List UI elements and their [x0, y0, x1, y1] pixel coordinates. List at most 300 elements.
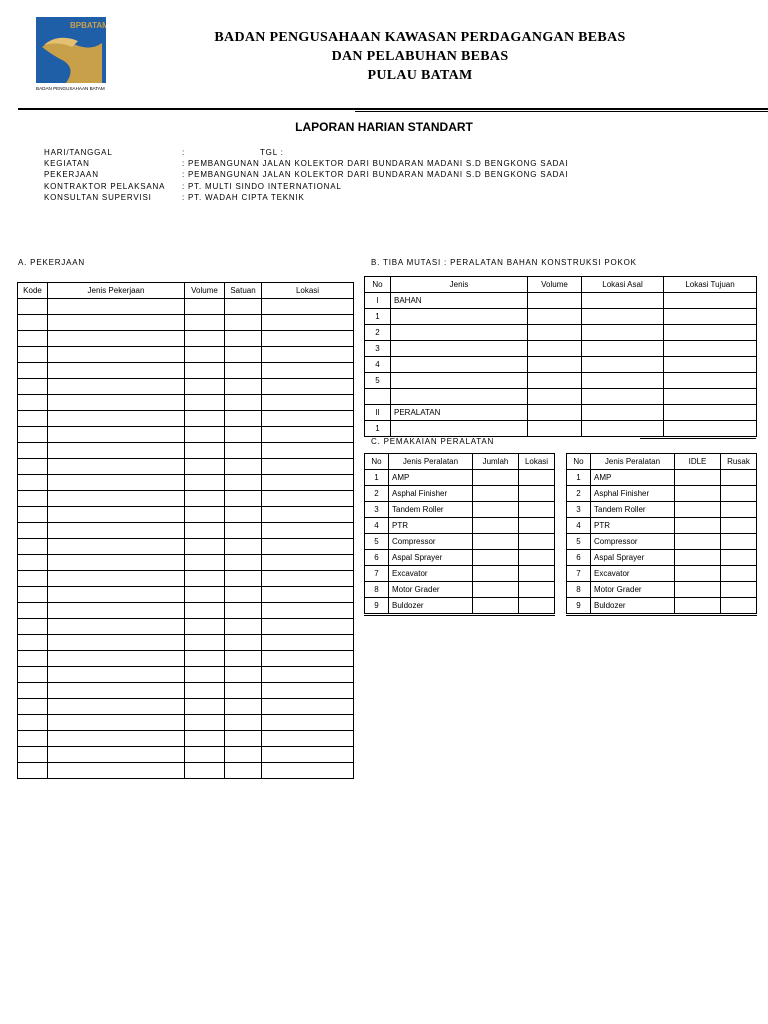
pemakaian-row [567, 582, 757, 598]
pemakaian-row [567, 534, 757, 550]
pemakaian-left-header-row [365, 454, 555, 470]
logo-brand: BPBATAM [70, 21, 106, 30]
mutasi-cell [582, 341, 664, 357]
pekerjaan-cell [225, 747, 262, 763]
pekerjaan-cell [262, 683, 354, 699]
pekerjaan-row [18, 331, 354, 347]
mutasi-row [365, 373, 757, 389]
section-a-title: A. PEKERJAAN [18, 258, 85, 267]
pekerjaan-row [18, 539, 354, 555]
mutasi-cell [528, 325, 582, 341]
pekerjaan-row [18, 571, 354, 587]
pekerjaan-cell [225, 587, 262, 603]
pekerjaan-cell [225, 475, 262, 491]
equipment-name: PTR [389, 518, 473, 534]
col-no: No [365, 454, 389, 470]
report-info [44, 147, 568, 203]
pekerjaan-cell [185, 683, 225, 699]
mutasi-no: 1 [365, 309, 391, 325]
equipment-no: 1 [365, 470, 389, 486]
pekerjaan-cell [262, 427, 354, 443]
mutasi-cell [664, 389, 757, 405]
pemakaian-row [365, 566, 555, 582]
pekerjaan-row [18, 427, 354, 443]
pekerjaan-row [18, 587, 354, 603]
pemakaian-right-header-row [567, 454, 757, 470]
pekerjaan-cell [262, 395, 354, 411]
pemakaian-row [567, 550, 757, 566]
equipment-name: Excavator [591, 566, 675, 582]
section-b-title: B. TIBA MUTASI : PERALATAN BAHAN KONSTRUKSI POKOK [371, 258, 637, 267]
col-volume: Volume [528, 277, 582, 293]
pemakaian-row [567, 502, 757, 518]
pekerjaan-cell [48, 747, 185, 763]
equipment-no: 1 [567, 470, 591, 486]
pekerjaan-cell [18, 347, 48, 363]
pekerjaan-cell [225, 603, 262, 619]
pekerjaan-row [18, 411, 354, 427]
equipment-no: 7 [365, 566, 389, 582]
pekerjaan-cell [18, 715, 48, 731]
pekerjaan-cell [48, 667, 185, 683]
equipment-name: Compressor [591, 534, 675, 550]
pekerjaan-cell [18, 683, 48, 699]
equipment-no: 3 [365, 502, 389, 518]
konsultan-label: KONSULTAN SUPERVISI [44, 192, 152, 202]
pekerjaan-row [18, 363, 354, 379]
pemakaian-cell [675, 582, 721, 598]
mutasi-cell [528, 357, 582, 373]
pekerjaan-cell [185, 635, 225, 651]
pekerjaan-cell [185, 539, 225, 555]
pekerjaan-cell [48, 411, 185, 427]
pemakaian-cell [721, 582, 757, 598]
mutasi-cell [528, 421, 582, 437]
equipment-no: 4 [567, 518, 591, 534]
pemakaian-cell [721, 598, 757, 615]
equipment-name: AMP [389, 470, 473, 486]
pekerjaan-row [18, 635, 354, 651]
mutasi-jenis: BAHAN [391, 293, 528, 309]
pekerjaan-cell [185, 315, 225, 331]
mutasi-jenis [391, 325, 528, 341]
pekerjaan-cell [18, 523, 48, 539]
pekerjaan-cell [18, 539, 48, 555]
equipment-no: 6 [567, 550, 591, 566]
kegiatan-label: KEGIATAN [44, 159, 90, 169]
pekerjaan-cell [185, 491, 225, 507]
mutasi-no: 2 [365, 325, 391, 341]
pekerjaan-cell [262, 603, 354, 619]
pekerjaan-cell [262, 635, 354, 651]
mutasi-row [365, 325, 757, 341]
pekerjaan-cell [18, 299, 48, 315]
pekerjaan-cell [185, 379, 225, 395]
pekerjaan-cell [48, 427, 185, 443]
pekerjaan-row [18, 731, 354, 747]
pekerjaan-cell [48, 683, 185, 699]
pemakaian-cell [675, 550, 721, 566]
equipment-name: PTR [591, 518, 675, 534]
pekerjaan-cell [225, 619, 262, 635]
equipment-no: 7 [567, 566, 591, 582]
col-jenis-peralatan: Jenis Peralatan [591, 454, 675, 470]
header-divider [18, 108, 768, 110]
pekerjaan-cell [262, 731, 354, 747]
mutasi-table [364, 276, 757, 437]
pekerjaan-cell [225, 539, 262, 555]
mutasi-no [365, 389, 391, 405]
equipment-name: Aspal Sprayer [591, 550, 675, 566]
pekerjaan-cell [185, 587, 225, 603]
pekerjaan-cell [225, 459, 262, 475]
header-divider-thin [355, 111, 768, 112]
pemakaian-cell [675, 534, 721, 550]
organization-header [150, 28, 690, 85]
pekerjaan-cell [18, 763, 48, 779]
pekerjaan-cell [185, 763, 225, 779]
pekerjaan-cell [48, 539, 185, 555]
pekerjaan-cell [262, 619, 354, 635]
mutasi-cell [528, 293, 582, 309]
pekerjaan-cell [225, 683, 262, 699]
pemakaian-cell [473, 518, 519, 534]
pemakaian-row [365, 582, 555, 598]
pemakaian-row [365, 486, 555, 502]
pekerjaan-cell [262, 459, 354, 475]
col-kode: Kode [18, 283, 48, 299]
pekerjaan-label: PEKERJAAN [44, 170, 99, 180]
pekerjaan-cell [185, 363, 225, 379]
pekerjaan-cell [18, 571, 48, 587]
pekerjaan-cell [48, 491, 185, 507]
pemakaian-row [567, 486, 757, 502]
pemakaian-cell [519, 518, 555, 534]
mutasi-jenis [391, 421, 528, 437]
equipment-no: 8 [365, 582, 389, 598]
pekerjaan-cell [185, 667, 225, 683]
pekerjaan-cell [48, 699, 185, 715]
pekerjaan-cell [225, 731, 262, 747]
pekerjaan-row [18, 491, 354, 507]
pekerjaan-cell [18, 411, 48, 427]
pekerjaan-cell [18, 667, 48, 683]
col-lokasi-tujuan: Lokasi Tujuan [664, 277, 757, 293]
pekerjaan-cell [48, 379, 185, 395]
equipment-name: Asphal Finisher [591, 486, 675, 502]
pemakaian-cell [675, 502, 721, 518]
equipment-no: 2 [567, 486, 591, 502]
equipment-name: Motor Grader [591, 582, 675, 598]
pekerjaan-cell [225, 379, 262, 395]
pekerjaan-cell [48, 331, 185, 347]
pekerjaan-cell [225, 331, 262, 347]
equipment-name: Aspal Sprayer [389, 550, 473, 566]
pekerjaan-cell [262, 331, 354, 347]
mutasi-jenis [391, 309, 528, 325]
pekerjaan-cell [48, 635, 185, 651]
pekerjaan-cell [262, 363, 354, 379]
mutasi-cell [664, 405, 757, 421]
pemakaian-table-right [566, 453, 757, 616]
pekerjaan-row [18, 699, 354, 715]
pekerjaan-cell [262, 299, 354, 315]
mutasi-no: 4 [365, 357, 391, 373]
pekerjaan-row [18, 443, 354, 459]
pekerjaan-cell [48, 523, 185, 539]
pekerjaan-cell [225, 667, 262, 683]
mutasi-row [365, 357, 757, 373]
mutasi-cell [582, 357, 664, 373]
pemakaian-cell [519, 598, 555, 615]
pekerjaan-cell [48, 571, 185, 587]
pekerjaan-cell [48, 603, 185, 619]
pemakaian-row [365, 598, 555, 615]
pekerjaan-row [18, 395, 354, 411]
pekerjaan-cell [185, 347, 225, 363]
mutasi-cell [664, 341, 757, 357]
pekerjaan-row [18, 459, 354, 475]
pekerjaan-row [18, 715, 354, 731]
col-idle: IDLE [675, 454, 721, 470]
pekerjaan-cell [262, 651, 354, 667]
pekerjaan-cell [18, 635, 48, 651]
pekerjaan-cell [48, 763, 185, 779]
pekerjaan-row [18, 379, 354, 395]
mutasi-no: 1 [365, 421, 391, 437]
col-lokasi-asal: Lokasi Asal [582, 277, 664, 293]
pemakaian-cell [473, 502, 519, 518]
pekerjaan-cell [185, 395, 225, 411]
pemakaian-row [365, 534, 555, 550]
equipment-no: 2 [365, 486, 389, 502]
pekerjaan-cell [185, 731, 225, 747]
mutasi-cell [582, 373, 664, 389]
pekerjaan-row [18, 507, 354, 523]
equipment-no: 3 [567, 502, 591, 518]
equipment-name: Motor Grader [389, 582, 473, 598]
pemakaian-cell [473, 582, 519, 598]
pekerjaan-cell [18, 747, 48, 763]
equipment-name: Buldozer [389, 598, 473, 615]
pekerjaan-cell [262, 555, 354, 571]
mutasi-cell [582, 421, 664, 437]
equipment-no: 8 [567, 582, 591, 598]
pemakaian-row [567, 566, 757, 582]
mutasi-cell [528, 373, 582, 389]
pekerjaan-cell [48, 507, 185, 523]
pekerjaan-row [18, 523, 354, 539]
pekerjaan-cell [262, 507, 354, 523]
mutasi-no: 5 [365, 373, 391, 389]
pekerjaan-cell [225, 507, 262, 523]
pekerjaan-cell [185, 507, 225, 523]
pemakaian-row [365, 502, 555, 518]
mutasi-jenis [391, 341, 528, 357]
pekerjaan-row [18, 315, 354, 331]
col-no: No [365, 277, 391, 293]
pekerjaan-cell [185, 555, 225, 571]
mutasi-cell [582, 293, 664, 309]
pemakaian-cell [721, 518, 757, 534]
mutasi-jenis [391, 389, 528, 405]
pemakaian-row [365, 550, 555, 566]
pekerjaan-cell [48, 619, 185, 635]
pemakaian-cell [675, 566, 721, 582]
pekerjaan-cell [225, 363, 262, 379]
pekerjaan-cell [225, 411, 262, 427]
pemakaian-table-left [364, 453, 555, 616]
pekerjaan-cell [185, 299, 225, 315]
mutasi-row [365, 341, 757, 357]
pekerjaan-cell [18, 459, 48, 475]
col-rusak: Rusak [721, 454, 757, 470]
pekerjaan-cell [262, 571, 354, 587]
pekerjaan-cell [185, 619, 225, 635]
pekerjaan-row [18, 347, 354, 363]
pekerjaan-cell [48, 315, 185, 331]
pekerjaan-cell [185, 699, 225, 715]
pekerjaan-cell [48, 299, 185, 315]
pemakaian-row [365, 518, 555, 534]
pekerjaan-row [18, 603, 354, 619]
pekerjaan-cell [18, 587, 48, 603]
pekerjaan-cell [185, 523, 225, 539]
pekerjaan-cell [262, 315, 354, 331]
pekerjaan-cell [225, 763, 262, 779]
pekerjaan-row [18, 763, 354, 779]
mutasi-cell [582, 389, 664, 405]
pekerjaan-cell [262, 747, 354, 763]
pemakaian-row [567, 598, 757, 615]
pekerjaan-cell [185, 651, 225, 667]
pekerjaan-cell [48, 363, 185, 379]
hari-value: : [182, 148, 186, 157]
pekerjaan-cell [262, 523, 354, 539]
mutasi-row [365, 389, 757, 405]
equipment-name: Compressor [389, 534, 473, 550]
pemakaian-cell [473, 470, 519, 486]
pekerjaan-cell [225, 715, 262, 731]
mutasi-no: 3 [365, 341, 391, 357]
pekerjaan-cell [225, 395, 262, 411]
mutasi-cell [664, 325, 757, 341]
equipment-no: 9 [365, 598, 389, 615]
col-satuan: Satuan [225, 283, 262, 299]
konsultan-value: : PT. WADAH CIPTA TEKNIK [182, 192, 305, 202]
pekerjaan-cell [225, 315, 262, 331]
bp-batam-logo [36, 17, 106, 91]
pekerjaan-cell [262, 763, 354, 779]
pemakaian-cell [519, 582, 555, 598]
mutasi-cell [582, 309, 664, 325]
pemakaian-cell [675, 518, 721, 534]
pekerjaan-cell [48, 395, 185, 411]
kontraktor-value: : PT. MULTI SINDO INTERNATIONAL [182, 181, 342, 191]
mutasi-row [365, 293, 757, 309]
equipment-name: Excavator [389, 566, 473, 582]
pemakaian-row [365, 470, 555, 486]
mutasi-cell [664, 357, 757, 373]
pekerjaan-cell [262, 539, 354, 555]
pekerjaan-cell [48, 587, 185, 603]
pekerjaan-cell [225, 651, 262, 667]
pekerjaan-value: : PEMBANGUNAN JALAN KOLEKTOR DARI BUNDARAN MADANI S.D BENGKONG SADAI [182, 170, 569, 180]
pekerjaan-cell [225, 571, 262, 587]
pekerjaan-cell [18, 651, 48, 667]
pekerjaan-cell [48, 715, 185, 731]
pekerjaan-cell [185, 411, 225, 427]
pekerjaan-cell [262, 699, 354, 715]
pemakaian-cell [675, 486, 721, 502]
mutasi-row [365, 421, 757, 437]
pekerjaan-cell [185, 715, 225, 731]
pekerjaan-cell [185, 747, 225, 763]
pemakaian-cell [473, 566, 519, 582]
pekerjaan-cell [18, 475, 48, 491]
pekerjaan-cell [18, 315, 48, 331]
equipment-no: 6 [365, 550, 389, 566]
equipment-name: Tandem Roller [389, 502, 473, 518]
pekerjaan-cell [48, 347, 185, 363]
pekerjaan-cell [262, 667, 354, 683]
pemakaian-cell [519, 470, 555, 486]
pemakaian-cell [519, 550, 555, 566]
pemakaian-cell [721, 502, 757, 518]
pemakaian-cell [473, 534, 519, 550]
pemakaian-cell [473, 486, 519, 502]
mutasi-jenis: PERALATAN [391, 405, 528, 421]
pekerjaan-cell [48, 731, 185, 747]
col-lokasi: Lokasi [262, 283, 354, 299]
col-jenis-peralatan: Jenis Peralatan [389, 454, 473, 470]
pekerjaan-cell [18, 331, 48, 347]
pekerjaan-cell [225, 635, 262, 651]
pekerjaan-cell [225, 523, 262, 539]
mutasi-row [365, 309, 757, 325]
mutasi-cell [528, 389, 582, 405]
pekerjaan-cell [262, 443, 354, 459]
pekerjaan-cell [225, 427, 262, 443]
pekerjaan-cell [225, 555, 262, 571]
pekerjaan-cell [185, 459, 225, 475]
equipment-name: Buldozer [591, 598, 675, 615]
pekerjaan-header-row [18, 283, 354, 299]
pekerjaan-cell [18, 427, 48, 443]
equipment-name: Asphal Finisher [389, 486, 473, 502]
mutasi-cell [664, 421, 757, 437]
mutasi-double-rule [640, 436, 756, 439]
pekerjaan-cell [18, 619, 48, 635]
pekerjaan-cell [48, 459, 185, 475]
tgl-label: TGL : [260, 148, 284, 157]
org-line-2: DAN PELABUHAN BEBAS [331, 49, 509, 64]
pekerjaan-cell [262, 475, 354, 491]
pekerjaan-row [18, 299, 354, 315]
pekerjaan-cell [262, 491, 354, 507]
pekerjaan-cell [185, 443, 225, 459]
pemakaian-cell [519, 502, 555, 518]
document-title: LAPORAN HARIAN STANDART [295, 120, 473, 134]
mutasi-cell [528, 309, 582, 325]
equipment-name: Tandem Roller [591, 502, 675, 518]
pekerjaan-cell [225, 347, 262, 363]
mutasi-cell [528, 341, 582, 357]
kontraktor-label: KONTRAKTOR PELAKSANA [44, 181, 166, 191]
mutasi-no: I [365, 293, 391, 309]
pekerjaan-cell [185, 603, 225, 619]
pekerjaan-row [18, 683, 354, 699]
